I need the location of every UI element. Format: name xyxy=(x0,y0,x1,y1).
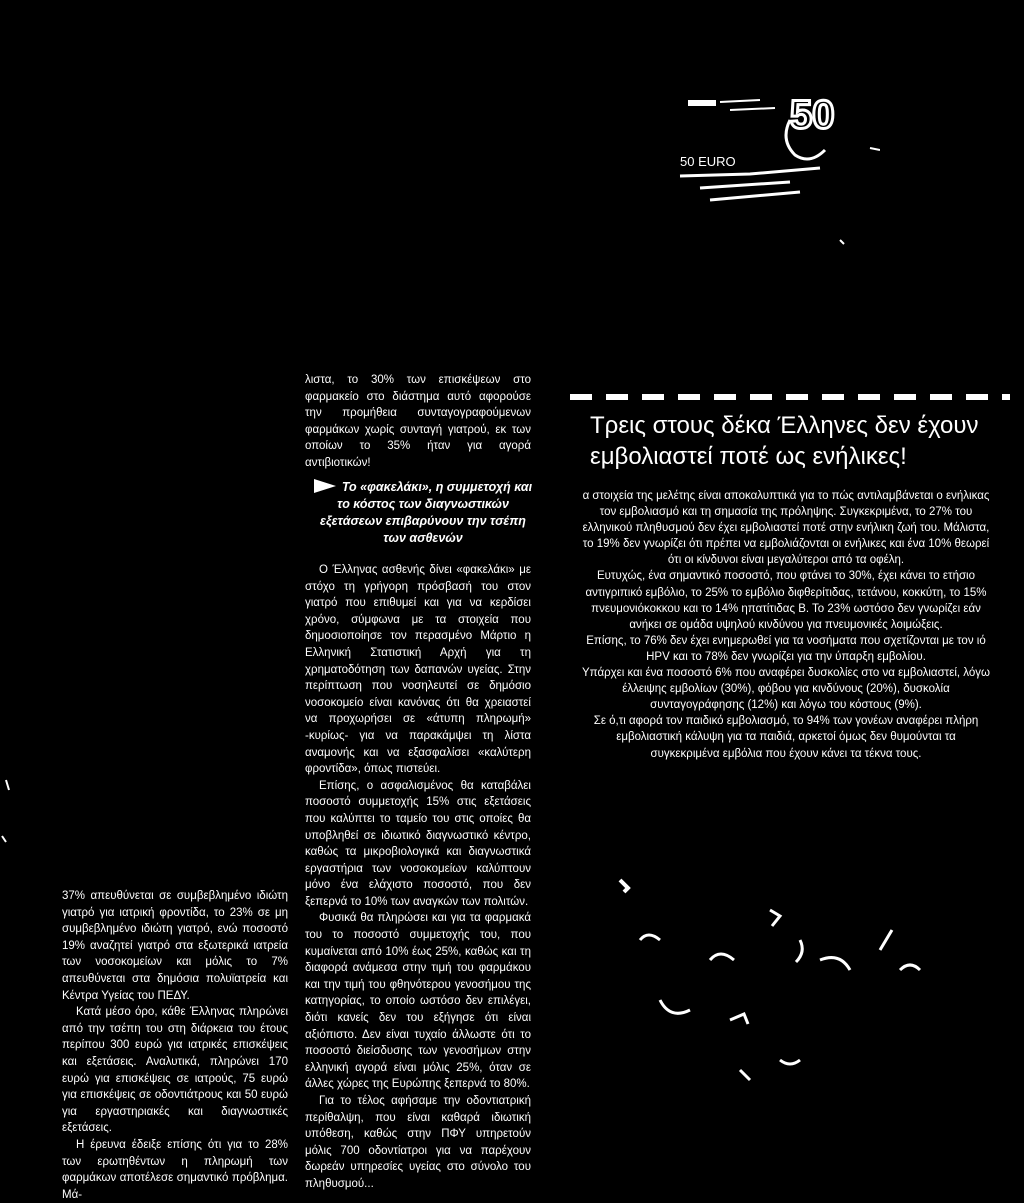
middle-paragraph-1: Ο Έλληνας ασθενής δίνει «φακελάκι» με στόχο τη γρήγορη πρόσβασή του στον γιατρό που επιθυμεί και για να κερδίσει χρόνο, σύμφωνα με τα στοιχεία που δημοσιοποίησε τον περασμένο Μάρτιο η Ελληνική Στατιστική Αρχή για τη χρηματοδότηση των δαπανών υγείας. Στην περίπτωση που νοσηλευτεί σε δημόσιο νοσοκομείο είναι κανόνας ότι θα χρειαστεί να προχωρήσει σε «άτυπη πληρωμή» -κυρίως- για να παρακάμψει τη λίστα αναμονής και να εξασφαλίσει «καλύτερη φροντίδα», όπως πιστεύει. xyxy=(305,564,531,776)
pull-quote xyxy=(312,479,534,547)
left-paragraph-2: Κατά μέσο όρο, κάθε Έλληνας πληρώνει από την τσέπη του στη διάρκεια του έτους περίπου 300 ευρώ για ιατρικές επισκέψεις και εξετάσεις. Αναλυτικά, πληρώνει 170 ευρώ για επισκέψεις σε ιατρούς, 75 ευρώ για επισκέψεις σε οδοντιάτρους και 50 ευρώ για εργαστηριακές και διαγνωστικές εξετάσεις. xyxy=(62,1006,288,1135)
banknote-euro-text: 50 EURO xyxy=(680,154,736,169)
coins-photo xyxy=(600,870,930,1100)
left-paragraph-1: 37% απευθύνεται σε συμβεβλημένο ιδιώτη γιατρό για ιατρική φροντίδα, το 23% σε μη συμβεβλημένο ιδιώτη γιατρό, ενώ ποσοστό 19% αναζητεί γιατρό στα εξωτερικά ιατρεία των νοσοκομείων και μόλις το 7% απευθύνεται στα δημόσια πολυϊατρεία και Κέντρα Υγείας του ΠΕΔΥ. xyxy=(62,890,288,1002)
sidebar-headline: Τρεις στους δέκα Έλληνες δεν έχουν εμβολιαστεί ποτέ ως ενήλικες! xyxy=(590,412,979,470)
sidebar-text-column xyxy=(582,488,990,762)
sidebar-paragraph-2: Ευτυχώς, ένα σημαντικό ποσοστό, που φτάνει το 30%, έχει κάνει το ετήσιο αντιγριπικό εμβόλιο, το 25% το εμβόλιο διφθερίτιδας, τετάνου, κοκκύτη, το 15% πνευμονιόκοκκου και το 14% ηπατίτιδας Β. Το 23% ωστόσο δεν γνωρίζει εάν ανήκει σε ομάδα υψηλού κινδύνου για πνευμονικές λοιμώξεις. xyxy=(585,570,987,631)
sidebar-paragraph-4: Υπάρχει και ένα ποσοστό 6% που αναφέρει δυσκολίες στο να εμβολιαστεί, λόγω έλλειψης εμβολίων (30%), φόβου για κινδύνους (20%), δυσκολία συνταγογράφησης (12%) και λόγω του κόστους (9%). xyxy=(582,667,990,712)
sidebar-paragraph-1: α στοιχεία της μελέτης είναι αποκαλυπτικά για το πώς αντιλαμβάνεται ο ενήλικας τον εμβολιασμό και τη σημασία της πρόληψης. Συγκεκριμένα, το 27% του ελληνικού πληθυσμού δεν έχει εμβολιαστεί ποτέ στην ενήλικη ζωή του. Μάλιστα, το 19% δεν γνωρίζει ότι πρέπει να εμβολιάζονται οι ενήλικες και ένα 10% θεωρεί ότι οι κίνδυνοι είναι μεγαλύτεροι από τα οφέλη. xyxy=(582,490,990,567)
middle-paragraph-3: Φυσικά θα πληρώσει και για τα φαρμακά του το ποσοστό συμμετοχής του, που κυμαίνεται από 10% έως 25%, καθώς και τη διαφορά ανάμεσα στην τιμή του φαρμάκου και την τιμή του φθηνότερου γενοσήμου της κατηγορίας, το οποίο ωστόσο δεν επιλέγει, διότι κανείς δεν του εξήγησε ότι είναι αξιόπιστο. Δεν είναι τυχαίο άλλωστε ότι το ποσοστό διείσδυσης των γενοσήμων στην ελληνική αγορά είναι μόλις 25%, όταν σε άλλες χώρες της Ευρώπης ξεπερνά το 80%. xyxy=(305,912,531,1091)
middle-text-column xyxy=(305,562,531,1193)
banknote-50-text: 50 xyxy=(790,93,835,137)
middle-paragraph-4: Για το τέλος αφήσαμε την οδοντιατρική περίθαλψη, που είναι καθαρά ιδιωτική υπόθεση, καθώς στην ΠΦΥ υπηρετούν μόλις 700 οδοντίατροι για να παρέχουν δωρεάν υπηρεσίες υγείας στο σύνολο του πληθυσμού... xyxy=(305,1095,531,1190)
middle-top-text xyxy=(305,372,531,472)
edge-photo-fragments xyxy=(0,660,60,860)
middle-paragraph-2: Επίσης, ο ασφαλισμένος θα καταβάλει ποσοστό συμμετοχής 15% στις εξετάσεις που καλύπτει το ταμείο του στις οποίες θα υποβληθεί σε ιδιωτικό διαγνωστικό κέντρο, καθώς τα μικροβιολογικά και διαγνωστικά εργαστήρια των νοσοκομείων καλύπτουν μόνο ένα ελάχιστο ποσοστό, που δεν ξεπερνά το 10% των αναγκών των πολιτών. xyxy=(305,779,531,908)
dashed-divider xyxy=(570,394,1010,400)
pull-quote-text: Το «φακελάκι», η συμμετοχή και το κόστος των διαγνωστικών εξετάσεων επιβαρύνουν την τσέπη των ασθενών xyxy=(320,480,533,545)
left-paragraph-3: Η έρευνα έδειξε επίσης ότι για το 28% των ερωτηθέντων η πληρωμή των φαρμάκων αποτέλεσε σημαντικό πρόβλημα. Μά- xyxy=(62,1138,288,1201)
middle-top-paragraph: λιστα, το 30% των επισκέψεων στο φαρμακείο στο διάστημα αυτό αφορούσε την προμήθεια συνταγογραφούμενων φαρμάκων χωρίς συνταγή γιατρού, εκ των οποίων το 35% ήταν για αγορά αντιβιοτικών! xyxy=(305,374,531,469)
left-text-column xyxy=(62,888,288,1203)
sidebar-paragraph-5: Σε ό,τι αφορά τον παιδικό εμβολιασμό, το 94% των γονέων αναφέρει πλήρη εμβολιαστική κάλυψη για τα παιδιά, αρκετοί όμως δεν θυμούνται τα συγκεκριμένα εμβόλια που έχουν κάνει τα τέκνα τους. xyxy=(593,715,979,760)
euro-banknote-photo xyxy=(640,80,880,250)
arrow-icon xyxy=(314,479,336,493)
sidebar-paragraph-3: Επίσης, το 76% δεν έχει ενημερωθεί για τα νοσήματα που σχετίζονται με τον ιό HPV και το 78% δεν γνωρίζει για την ύπαρξη εμβολίου. xyxy=(586,634,986,663)
